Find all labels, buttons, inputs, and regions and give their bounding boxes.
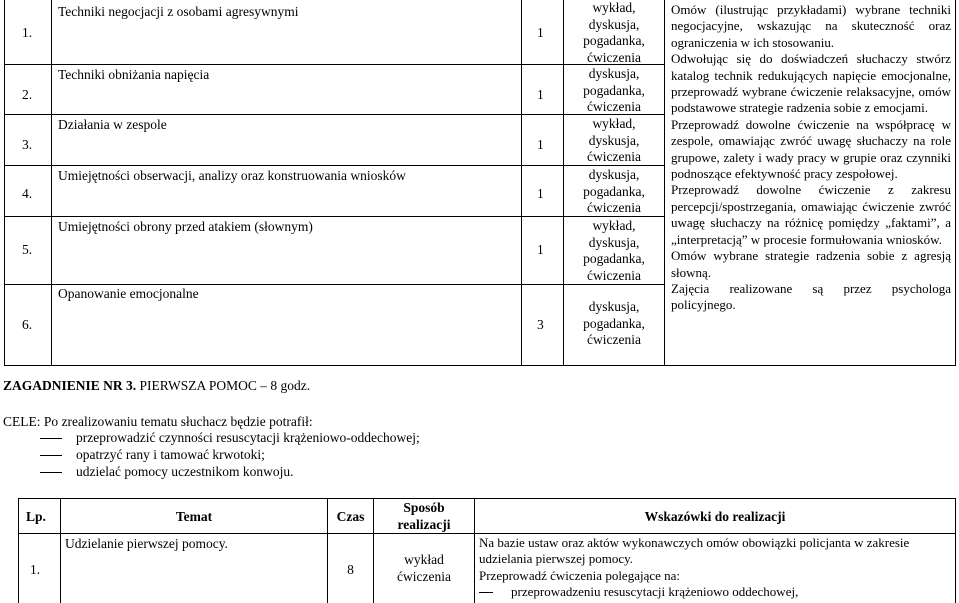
row-hours: 1 [537, 25, 544, 40]
row-topic: Umiejętności obrony przed atakiem (słownym) [58, 219, 313, 234]
row-methods: dyskusja, pogadanka, ćwiczenia [583, 299, 645, 347]
row-topic: Udzielanie pierwszej pomocy. [65, 536, 228, 551]
row-number: 2. [22, 87, 33, 102]
row-number: 5. [22, 242, 33, 257]
row-hours: 3 [537, 317, 544, 332]
row-topic: Działania w zespole [58, 117, 167, 132]
row-methods: wykład, dyskusja, pogadanka, ćwiczenia [583, 0, 645, 65]
row-hours: 1 [537, 87, 544, 102]
row-methods: dyskusja, pogadanka, ćwiczenia [583, 167, 645, 215]
dash-bullet [40, 472, 62, 473]
header-wskazowki: Wskazówki do realizacji [644, 509, 786, 524]
list-item: przeprowadzeniu resuscytacji krążeniowo oddechowej, [479, 584, 953, 600]
row-methods: dyskusja, pogadanka, ćwiczenia [583, 66, 645, 114]
note-paragraph: Przeprowadź dowolne ćwiczenie z zakresu percepcji/spostrzegania, omawiając ćwiczenie zwróć uwagę słuchaczy na różnicę pomiędzy „faktami”, a „interpretacją” w procesie formułowania wniosków. [671, 182, 951, 247]
section-heading-title: PIERWSZA POMOC – 8 godz. [136, 378, 311, 393]
row-number: 3. [22, 137, 33, 152]
row-hours: 8 [347, 562, 354, 577]
note-paragraph: Omów (ilustrując przykładami) wybrane techniki negocjacyjne, wskazując na skuteczność oraz ograniczenia w ich stosowaniu. [671, 2, 951, 50]
dash-bullet [40, 455, 62, 456]
header-sposob: Sposób realizacji [397, 500, 451, 532]
row-number: 1. [22, 25, 33, 40]
note-paragraph: Przeprowadź dowolne ćwiczenie na współpracę w zespole, omawiając zwróć uwagę słuchaczy na role grupowe, zalety i wady pracy w grupie oraz czynniki podnoszące efektywność pracy zespołowej. [671, 116, 951, 182]
row-topic: Techniki negocjacji z osobami agresywnymi [58, 4, 299, 19]
row-methods: wykład, dyskusja, pogadanka, ćwiczenia [583, 218, 645, 283]
row-number: 4. [22, 186, 33, 201]
row-number: 1. [30, 562, 41, 577]
row-hours: 1 [537, 242, 544, 257]
header-temat: Temat [175, 509, 213, 524]
section-heading [3, 378, 310, 394]
note-paragraph: Omów wybrane strategie radzenia sobie z agresją słowną. [671, 248, 951, 280]
list-item: przeprowadzić czynności resuscytacji krążeniowo-oddechowej; [40, 430, 420, 446]
row-methods: wykład, dyskusja, ćwiczenia [587, 116, 641, 164]
goals-label: CELE: [3, 414, 41, 429]
row-topic: Umiejętności obserwacji, analizy oraz konstruowania wniosków [58, 168, 406, 183]
note-paragraph: Odwołując się do doświadczeń słuchaczy stwórz katalog technik redukujących napięcie emocjonalne, przeprowadź wybrane ćwiczenie relaksacyjne, omów podstawowe strategie radzenia sobie z emocjami. [671, 51, 951, 116]
goals-text: Po zrealizowaniu tematu słuchacz będzie potrafił: [40, 414, 313, 429]
row-topic: Opanowanie emocjonalne [58, 286, 199, 301]
dash-bullet [479, 592, 493, 593]
header-czas: Czas [336, 509, 365, 524]
dash-bullet [40, 438, 62, 439]
goals-intro [3, 414, 313, 430]
section-heading-number: ZAGADNIENIE NR 3. [3, 378, 137, 393]
header-lp: Lp. [26, 509, 46, 524]
list-item: udzielać pomocy uczestnikom konwoju. [40, 464, 293, 480]
row-number: 6. [22, 317, 33, 332]
row-notes: Na bazie ustaw oraz aktów wykonawczych omów obowiązki policjanta w zakresie udzielania pierwszej pomocy. Przeprowadź ćwiczenia polegające na: przeprowadzeniu resuscytacji krążeniowo oddechowej, [479, 535, 953, 601]
list-item: opatrzyć rany i tamować krwotoki; [40, 447, 265, 463]
table1-notes [671, 2, 951, 314]
row-hours: 1 [537, 186, 544, 201]
row-methods: wykład ćwiczenia [397, 552, 451, 584]
note-paragraph: Zajęcia realizowane są przez psychologa policyjnego. [671, 280, 951, 313]
row-hours: 1 [537, 137, 544, 152]
row-topic: Techniki obniżania napięcia [58, 67, 210, 82]
